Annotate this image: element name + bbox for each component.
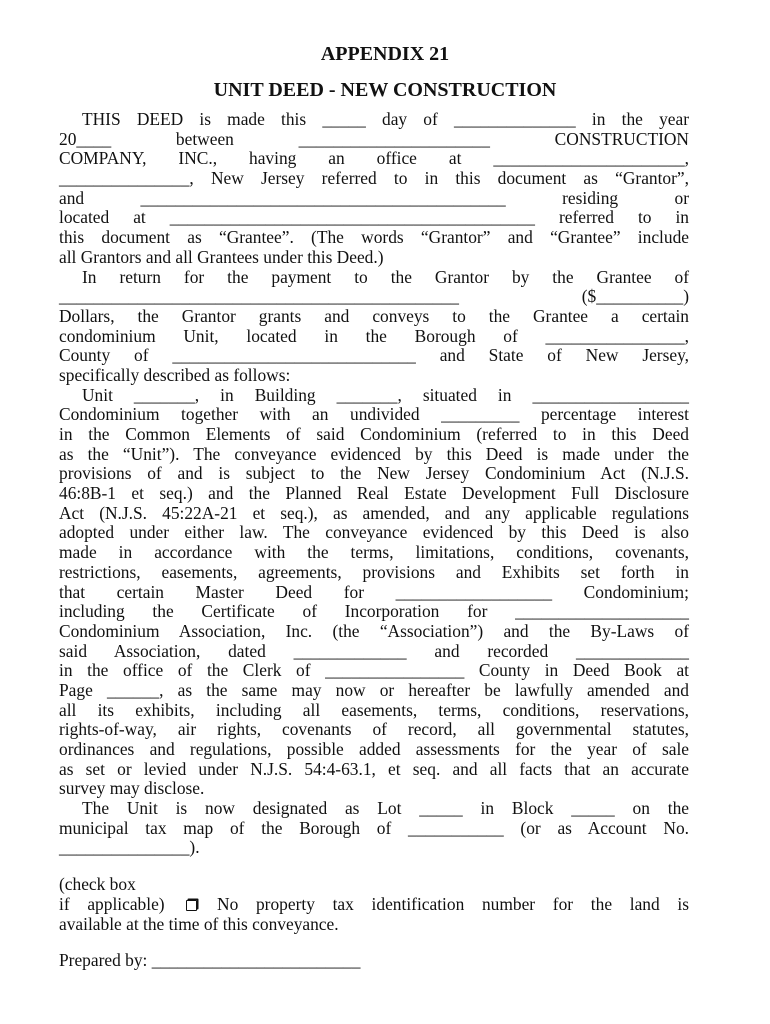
deed-text-line: in the Common Elements of said Condominium (referred to in this Deed [59, 424, 689, 444]
check-box-text: No property tax identification number for the land is [217, 893, 689, 914]
deed-text-line: Condominium Association, Inc. (the “Association”) and the By-Laws of [59, 620, 689, 641]
deed-text-line: said Association, dated _____________ and recorded _____________ [59, 640, 689, 661]
deed-body [59, 110, 689, 971]
deed-text-line: _______________, New Jersey referred to in this document as “Grantor”, [59, 168, 689, 189]
no-tax-id-checkbox[interactable] [186, 900, 197, 911]
deed-text-line: that certain Master Deed for __________________ Condominium; [59, 581, 689, 602]
deed-text-line: 46:8B-1 et seq.) and the Planned Real Estate Development Full Disclosure [59, 483, 689, 504]
deed-text-line: as set or levied under N.J.S. 54:4-63.1, et seq. and all facts that an accurate [59, 758, 689, 779]
deed-text-line: County of ____________________________ and State of New Jersey, [59, 345, 689, 366]
deed-text-line: specifically described as follows: [59, 364, 291, 385]
deed-text-line: adopted under either law. The conveyance evidenced by this Deed is also [59, 522, 689, 543]
deed-text-line: in the office of the Clerk of ________________ County in Deed Book at [59, 660, 689, 681]
deed-text-line: survey may disclose. [59, 778, 205, 799]
deed-text-line: made in accordance with the terms, limitations, conditions, covenants, [59, 542, 689, 563]
deed-text-line: In return for the payment to the Grantor by the Grantee of [82, 266, 689, 287]
deed-text-line: provisions of and is subject to the New Jersey Condominium Act (N.J.S. [59, 463, 689, 484]
deed-text-line: this document as “Grantee”. (The words “Grantor” and “Grantee” include [59, 227, 689, 248]
deed-text-line: condominium Unit, located in the Borough of ________________, [59, 325, 689, 346]
check-box-line [59, 895, 689, 915]
deed-text-line: all its exhibits, including all easements, terms, conditions, reservations, [59, 699, 689, 720]
deed-text-line: THIS DEED is made this _____ day of ______________ in the year [82, 109, 689, 129]
deed-text-line: 20____ between ______________________ CONSTRUCTION [59, 128, 689, 149]
deed-text-line: located at __________________________________________ referred to in [59, 207, 689, 228]
deed-text-line: Page ______, as the same may now or hereafter be lawfully amended and [59, 679, 689, 700]
deed-text-line: as the “Unit”). The conveyance evidenced by this Deed is made under the [59, 443, 689, 464]
check-prefix: if applicable) [59, 893, 165, 914]
deed-text-line: rights-of-way, air rights, covenants of record, all governmental statutes, [59, 719, 689, 740]
check-box-label: (check box [59, 874, 136, 895]
deed-text-line: Condominium together with an undivided _________ percentage interest [59, 404, 689, 425]
deed-text-line: and __________________________________________ residing or [59, 187, 689, 208]
deed-text-line: Unit _______, in Building _______, situated in __________________ [82, 384, 689, 405]
deed-text-line: ______________________________________________ ($__________) [59, 286, 689, 307]
deed-text-line: COMPANY, INC., having an office at ______________________, [59, 148, 689, 169]
deed-text-line: _______________). [59, 837, 200, 858]
deed-text-line: ordinances and regulations, possible added assessments for the year of sale [59, 739, 689, 759]
deed-text-lines [59, 110, 689, 858]
deed-text-line: The Unit is now designated as Lot _____ in Block _____ on the [82, 798, 689, 819]
deed-text-line: all Grantors and all Grantees under this Deed.) [59, 246, 384, 267]
deed-text-line: Act (N.J.S. 45:22A-21 et seq.), as amended, and any applicable regulations [59, 502, 689, 523]
deed-text-line: restrictions, easements, agreements, provisions and Exhibits set forth in [59, 561, 689, 582]
deed-text-line: including the Certificate of Incorporation for ____________________ [59, 601, 689, 622]
check-box-text-cont: available at the time of this conveyance. [59, 913, 339, 934]
deed-text-line: municipal tax map of the Borough of ___________ (or as Account No. [59, 817, 689, 838]
prepared-by-line: Prepared by: ________________________ [59, 950, 361, 971]
deed-text-line: Dollars, the Grantor grants and conveys to the Grantee a certain [59, 305, 689, 326]
appendix-title: APPENDIX 21 [320, 43, 450, 65]
deed-subtitle: UNIT DEED - NEW CONSTRUCTION [213, 79, 557, 101]
